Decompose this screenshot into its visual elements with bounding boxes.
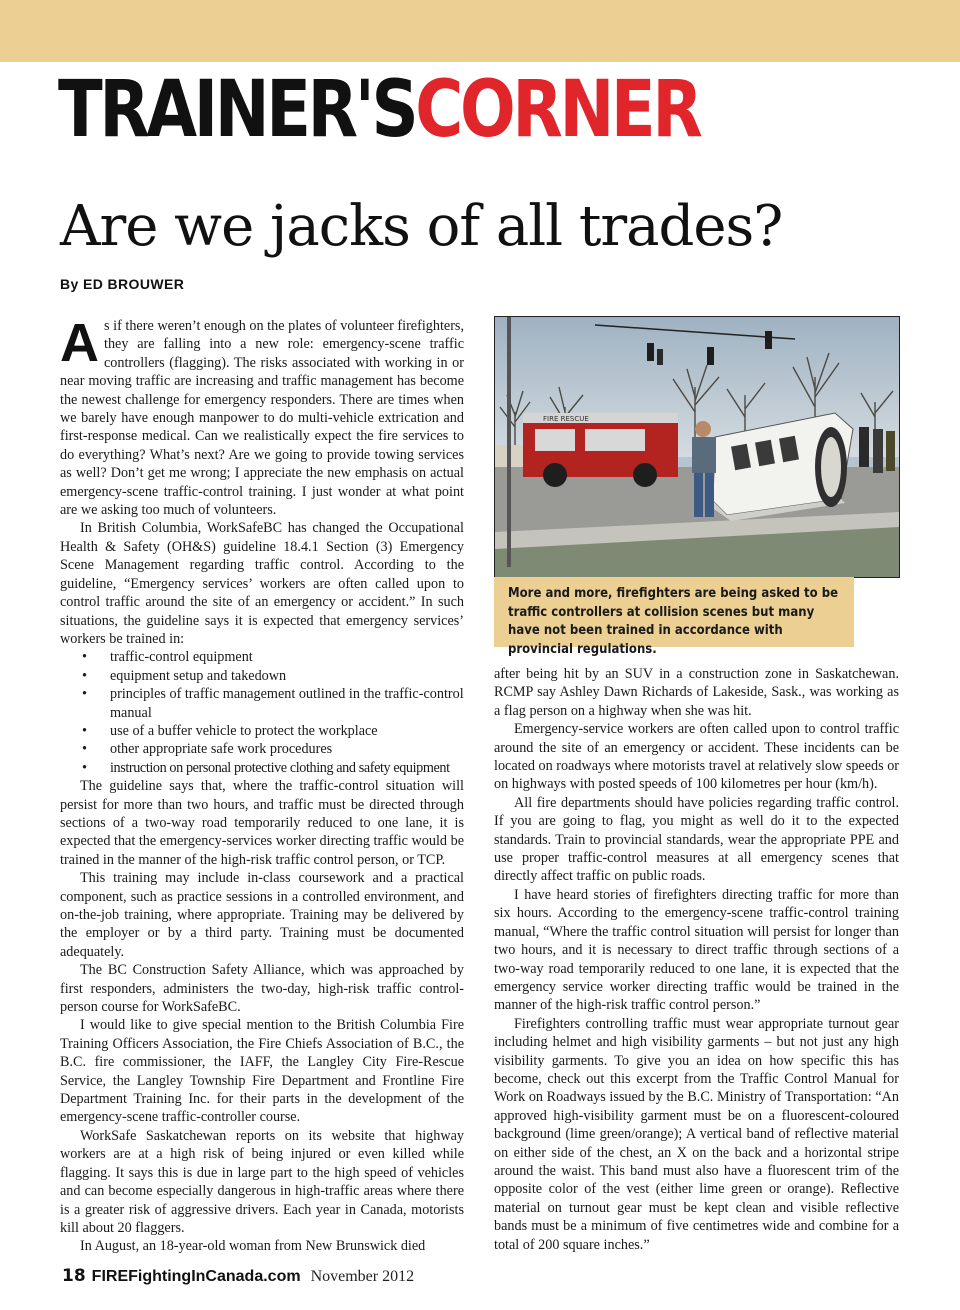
lead-paragraph [60,313,464,519]
paragraph: The guideline says that, where the traffic-control situation will persist for more than two hours, and traffic must be directed through sections of a two-way road temporarily reduced to one lane, it is expected that the emergency-services worker directing traffic would be trained in the manner of the high-risk traffic control person, or TCP. [60,778,464,868]
paragraph: WorkSafe Saskatchewan reports on its website that highway workers are at a high risk of being injured or even killed while flagging. It says this is due in large part to the high speed of vehicles and can become especially dangerous in high-traffic areas where there is a greater risk of aggressive drivers. Each year in Canada, motorists kill about 20 flaggers. [60,1127,464,1236]
collision-scene-photo [494,316,900,578]
paragraph: In British Columbia, WorkSafeBC has changed the Occupational Health & Safety (OH&S) guideline 18.4.1 Section (3) Emergency Scene Management regarding traffic control. According to the guideline, “Emergency services’ workers are often called upon to control traffic around the site of an emergency or accident.” In such situations, the guideline says it is expected that emergency services’ workers be trained in: [60,520,464,647]
paragraph: after being hit by an SUV in a construction zone in Saskatchewan. RCMP say Ashley Dawn Richards of Lakeside, Sask., was working as a flag person on a highway when she was hit. [494,666,899,719]
paragraph: Firefighters controlling traffic must wear appropriate turnout gear including helmet and high visibility garments – but not just any high visibility garments. To give you an idea on how specific this has become, check out this excerpt from the Traffic Control Manual for Work on Roadways issued by the B.C. Ministry of Transportation: “An approved high-visibility garment must be on a fluorescent-coloured background (lime green/orange); A vertical band of reflective material on either side of the chest, an X on the back and a horizontal stripe around the waist. This band must also have a fluorescent trim of the opposite color of the vest (either lime green or orange). Reflective material on turnout gear must be kept clean and visible reflective bands must be a minimum of five centimetres wide and combine for a total of 200 square inches.” [494,1015,899,1253]
issue-date: November 2012 [310,1268,415,1285]
truck-label: FIRE RESCUE [543,415,589,423]
paragraph: Emergency-service workers are often called upon to control traffic around the site of an emergency or accident. These incidents can be located on roadways where motorists travel at relatively slow speeds or on highways with posted speeds of 100 kilometres per hour (km/h). [494,721,900,793]
list-item: • other appropriate safe work procedures [60,740,464,758]
top-color-band [0,0,960,62]
masthead-trainers: TRAINER'S [58,65,416,155]
paragraph: The BC Construction Safety Alliance, which was approached by first responders, administers the two-day, high-risk traffic control-person course for WorkSafeBC. [60,962,464,1016]
masthead-corner: CORNER [415,65,700,155]
list-item: • traffic-control equipment [60,648,464,666]
list-item: • use of a buffer vehicle to protect the workplace [60,722,464,740]
list-item: • instruction on personal protective clothing and safety equipment [60,759,464,777]
section-masthead [58,65,700,155]
left-column [60,313,464,1256]
paragraph: I have heard stories of firefighters directing traffic for more than six hours. According to the emergency-scene traffic-control training manual, “Where the traffic control situation will persist for longer than two hours, and it is necessary to direct traffic through sections of a two-way road temporarily reduced to one lane, it is expected that the emergency service worker directing traffic would be trained in the manner of the high-risk traffic control person.” [494,886,899,1014]
paragraph: All fire departments should have policies regarding traffic control. If you are going to flag, you might as well do it to the expected standards. Train to provincial standards, wear the appropriate PPE and use proper traffic-control measures at all emergency scenes that directly affect traffic on public roads. [494,794,899,885]
page-number: 18 [62,1266,86,1286]
page-footer [62,1266,414,1290]
paragraph: In August, an 18-year-old woman from New Brunswick died [80,1238,426,1255]
training-list [60,648,464,777]
right-column [494,665,899,1254]
list-item: • principles of traffic management outlined in the traffic-control manual [60,685,464,722]
photo-illustration [495,317,899,577]
paragraph: I would like to give special mention to the British Columbia Fire Training Officers Association, the Fire Chiefs Association of B.C., the B.C. fire commissioner, the IAFF, the Langley City Fire-Rescue Service, the Langley Township Fire Department and Frontline Fire Department Training Inc. for their parts in the development of the emergency-scene traffic-controller course. [60,1017,464,1126]
byline: By ED BROUWER [60,276,185,292]
site-url: FIREFightingInCanada.com [91,1268,301,1285]
drop-cap: A [60,313,99,373]
lead-text: s if there weren’t enough on the plates of volunteer firefighters, they are falling into a new role: emergency-scene traffic controllers (flagging). The risks associated with working in or near moving traffic are increasing and traffic management has become the newest challenge for emergency responders. There are times when we barely have enough manpower to do multi-vehicle extrication and first-response medical. Can we realistically expect the fire services to do everything? What’s next? Are we going to provide towing services as well? Don’t get me wrong; I appreciate the new emphasis on actual emergency-scene traffic-control training. I just wonder at what point are we asking too much of volunteers. [60,318,464,519]
photo-caption: More and more, firefighters are being asked to be traffic controllers at collision scenes but many have not been trained in accordance with provincial regulations. [494,577,854,647]
article-headline: Are we jacks of all trades? [60,194,783,259]
paragraph: This training may include in-class coursework and a practical component, such as practice sessions in a controlled environment, and on-the-job training, where appropriate. Training may be delivered by the employer or by a third party. Training must be documented adequately. [60,870,464,960]
list-item: • equipment setup and takedown [60,667,464,685]
